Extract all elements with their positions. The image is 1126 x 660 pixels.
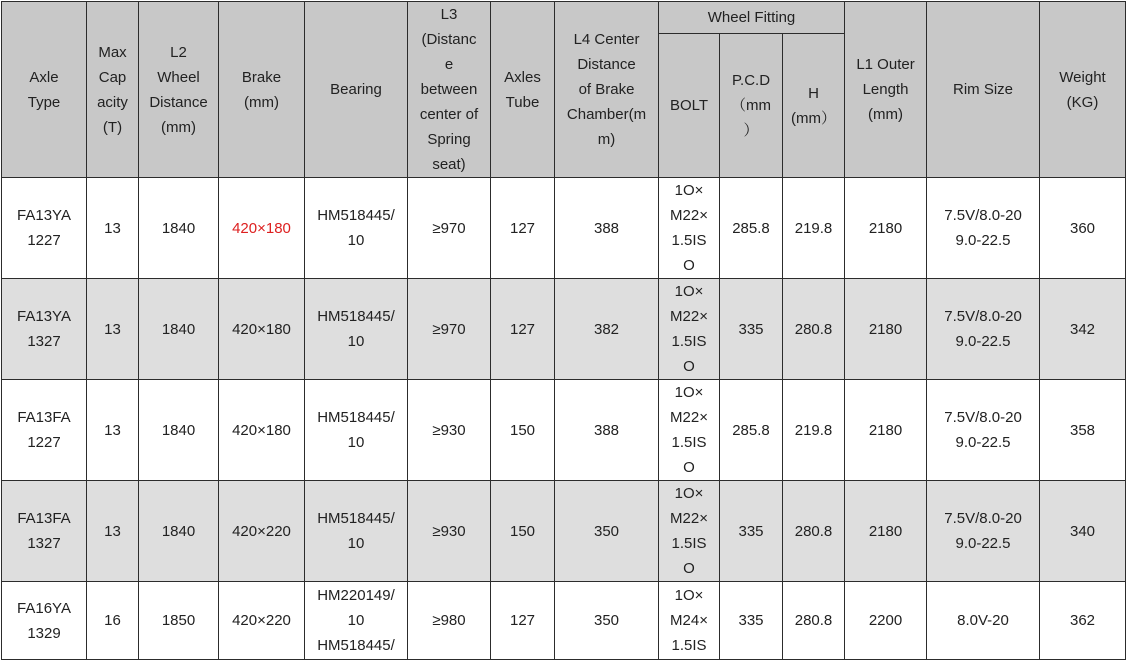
header-wheel-fitting: Wheel Fitting — [659, 2, 845, 34]
cell-l2: 1840 — [139, 380, 219, 481]
cell-h: 280.8 — [783, 481, 845, 582]
header-max-capacity: Max Cap acity (T) — [87, 2, 139, 178]
cell-brake: 420×180 — [219, 279, 305, 380]
cell-bearing: HM518445/ 10 — [305, 178, 408, 279]
cell-rim: 7.5V/8.0-20 9.0-22.5 — [927, 279, 1040, 380]
cell-l4: 350 — [555, 582, 659, 660]
cell-bearing: HM518445/ 10 — [305, 279, 408, 380]
cell-l1: 2180 — [845, 481, 927, 582]
cell-bolt: 1O× M22× 1.5IS O — [659, 481, 720, 582]
cell-l3: ≥970 — [408, 279, 491, 380]
cell-bolt: 1O× M22× 1.5IS O — [659, 178, 720, 279]
cell-l2: 1840 — [139, 481, 219, 582]
cell-l1: 2180 — [845, 279, 927, 380]
table-row — [2, 582, 1126, 660]
cell-weight: 360 — [1040, 178, 1126, 279]
header-pcd: P.C.D （mm ） — [720, 34, 783, 178]
table-row — [2, 178, 1126, 279]
cell-l4: 388 — [555, 178, 659, 279]
cell-axle-type: FA13YA 1227 — [2, 178, 87, 279]
cell-capacity: 13 — [87, 279, 139, 380]
cell-l3: ≥980 — [408, 582, 491, 660]
table-row — [2, 481, 1126, 582]
cell-l3: ≥970 — [408, 178, 491, 279]
cell-h: 280.8 — [783, 279, 845, 380]
cell-axle-type: FA13FA 1327 — [2, 481, 87, 582]
cell-capacity: 13 — [87, 481, 139, 582]
header-bolt: BOLT — [659, 34, 720, 178]
cell-bolt: 1O× M22× 1.5IS O — [659, 279, 720, 380]
cell-brake: 420×180 — [219, 380, 305, 481]
cell-capacity: 16 — [87, 582, 139, 660]
header-l3: L3 (Distanc e between center of Spring seat) — [408, 2, 491, 178]
cell-tube: 150 — [491, 481, 555, 582]
cell-pcd: 335 — [720, 481, 783, 582]
cell-h: 219.8 — [783, 178, 845, 279]
header-weight: Weight (KG) — [1040, 2, 1126, 178]
cell-pcd: 335 — [720, 582, 783, 660]
header-row-group — [2, 2, 1126, 34]
header-axles-tube: Axles Tube — [491, 2, 555, 178]
cell-bearing: HM518445/ 10 — [305, 380, 408, 481]
cell-axle-type: FA13YA 1327 — [2, 279, 87, 380]
cell-l3: ≥930 — [408, 380, 491, 481]
table-header — [2, 2, 1126, 178]
cell-l2: 1850 — [139, 582, 219, 660]
cell-l1: 2180 — [845, 178, 927, 279]
cell-bolt: 1O× M24× 1.5IS — [659, 582, 720, 660]
cell-h: 280.8 — [783, 582, 845, 660]
cell-pcd: 335 — [720, 279, 783, 380]
cell-brake-highlighted: 420×180 — [219, 178, 305, 279]
cell-rim: 7.5V/8.0-20 9.0-22.5 — [927, 380, 1040, 481]
cell-l4: 388 — [555, 380, 659, 481]
cell-axle-type: FA16YA 1329 — [2, 582, 87, 660]
cell-weight: 358 — [1040, 380, 1126, 481]
header-rim-size: Rim Size — [927, 2, 1040, 178]
cell-rim: 7.5V/8.0-20 9.0-22.5 — [927, 481, 1040, 582]
cell-capacity: 13 — [87, 178, 139, 279]
cell-rim: 8.0V-20 — [927, 582, 1040, 660]
cell-weight: 362 — [1040, 582, 1126, 660]
cell-l1: 2200 — [845, 582, 927, 660]
cell-l4: 350 — [555, 481, 659, 582]
header-bearing: Bearing — [305, 2, 408, 178]
cell-tube: 127 — [491, 178, 555, 279]
cell-tube: 127 — [491, 279, 555, 380]
cell-capacity: 13 — [87, 380, 139, 481]
table-body — [2, 178, 1126, 660]
header-h: H (mm） — [783, 34, 845, 178]
cell-l2: 1840 — [139, 178, 219, 279]
cell-pcd: 285.8 — [720, 380, 783, 481]
cell-tube: 150 — [491, 380, 555, 481]
table-row — [2, 279, 1126, 380]
table-row — [2, 380, 1126, 481]
cell-brake: 420×220 — [219, 481, 305, 582]
cell-brake: 420×220 — [219, 582, 305, 660]
axle-spec-table — [1, 1, 1126, 660]
header-l4: L4 Center Distance of Brake Chamber(m m) — [555, 2, 659, 178]
cell-pcd: 285.8 — [720, 178, 783, 279]
cell-l2: 1840 — [139, 279, 219, 380]
cell-l4: 382 — [555, 279, 659, 380]
cell-axle-type: FA13FA 1227 — [2, 380, 87, 481]
cell-weight: 340 — [1040, 481, 1126, 582]
cell-l1: 2180 — [845, 380, 927, 481]
header-l2-wheel-distance: L2 Wheel Distance (mm) — [139, 2, 219, 178]
cell-bolt: 1O× M22× 1.5IS O — [659, 380, 720, 481]
header-brake: Brake (mm) — [219, 2, 305, 178]
cell-l3: ≥930 — [408, 481, 491, 582]
cell-rim: 7.5V/8.0-20 9.0-22.5 — [927, 178, 1040, 279]
cell-bearing: HM220149/ 10 HM518445/ — [305, 582, 408, 660]
cell-weight: 342 — [1040, 279, 1126, 380]
header-axle-type: Axle Type — [2, 2, 87, 178]
cell-tube: 127 — [491, 582, 555, 660]
header-l1-outer-length: L1 Outer Length (mm) — [845, 2, 927, 178]
cell-h: 219.8 — [783, 380, 845, 481]
cell-bearing: HM518445/ 10 — [305, 481, 408, 582]
